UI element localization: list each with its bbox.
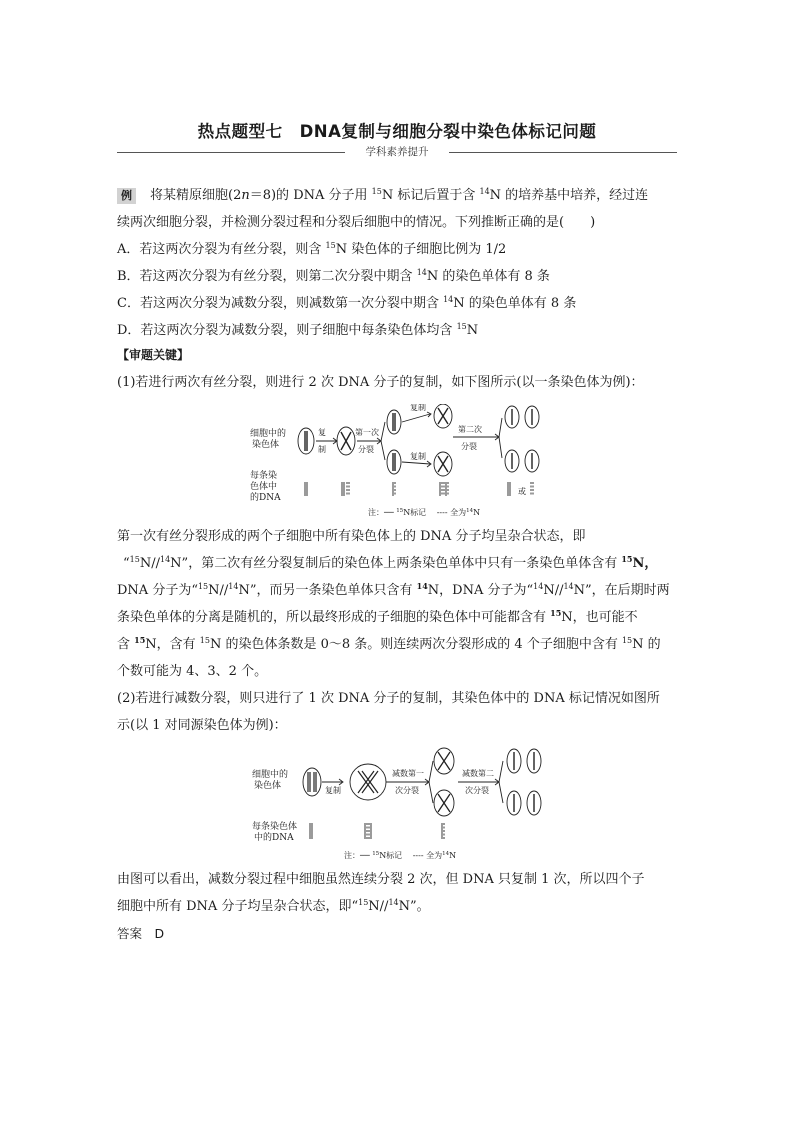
d1-arrow3b-label: 复制 [410,452,426,461]
d1-arrow4-label-2: 分裂 [461,442,477,451]
d1-row2-label-3: 的DNA [250,493,281,503]
d2-cell-1 [303,768,321,796]
option-d: D．若这两次分裂为减数分裂，则子细胞中每条染色体均含 $^{15}$N [117,322,479,338]
option-a: A．若这两次分裂为有丝分裂，则含 $^{15}$N 染色体的子细胞比例为 1/2 [117,241,507,257]
analysis-p4: 由图可以看出，减数分裂过程中细胞虽然连续分裂 2 次，但 DNA 只复制 1 次，所以四个子 细胞中所有 DNA 分子均呈杂合状态，即“$^{15}$N//$^{14}$N”。 答案 D [117,866,679,947]
analysis-p3-line-1: (2)若进行减数分裂，则只进行了 1 次 DNA 分子的复制，其染色体中的 DNA 标记情况如图所 [117,691,660,706]
d2-row1-label-1: 细胞中的 [252,770,289,780]
d1-arrow3a-label: 复制 [410,404,426,412]
d2-dna-1 [310,823,312,839]
d1-arrow-3a [402,414,430,422]
page-title: 热点题型七 DNA复制与细胞分裂中染色体标记问题 [197,122,597,141]
question-line-1: 例 将某精原细胞(2n＝8)的 DNA 分子用 $^{15}$N 标记后置于含 $^{14}$N 的培养基中培养，经过连 [117,182,679,209]
example-badge: 例 [117,188,136,204]
d1-cell-3a [387,410,401,434]
d1-arrow1-label-2: 制 [318,445,326,454]
subtitle: 学科素养提升 [365,146,429,158]
analysis-p2: 第一次有丝分裂形成的两个子细胞中所有染色体上的 DNA 分子均呈杂合状态，即 “$^{15}$N//$^{14}$N”，第二次有丝分裂复制后的染色体上两条染色单体中只有一条染色单体含有 $^{15}$N， DNA 分子为“$^{15}$N//$^{14}$N”，而另一条染色单体只含有 $^{14}$N，DNA 分子为“$^{14}$N//$^{14}$N”，在后期时两 条染色单体的分离是随机的，所以最终形成的子细胞的染色体中可能都含有 $^{15}$N，也可能不 含 $^{15}$N，含有 $^{15}$N 的染色体条数是 0～8 条。则连续两次分裂形成的 4 个子细胞中含有 $^{15}$N 的 个数可能为 4、3、2 个。 (2)若进行减数分裂，则只进行了 1 次 DNA 分子的复制，其染色体中的 DNA 标记情况如图所 示(以 1 对同源染色体为例)： [117,523,679,739]
question-line-2: 续两次细胞分裂，并检测分裂过程和分裂后细胞中的情况。下列推断正确的是( ) [117,215,596,230]
d1-row2-label-2: 色体中 [250,482,278,492]
d1-arrow2-label-2: 分裂 [358,445,374,454]
d1-dna-2-solid [342,482,344,496]
d1-cell-3b [387,450,401,474]
d2-row2-label-2: 中的DNA [254,833,294,843]
d2-arrow1-label: 复制 [325,786,341,795]
d1-row2-label-1: 每条染 [250,471,278,481]
option-b: B．若这两次分裂为有丝分裂，则第二次分裂中期含 $^{14}$N 的染色单体有 8 条 [117,268,550,284]
d1-chromosome-1 [305,431,307,451]
d2-cell-2 [350,764,386,800]
d1-arrow2-label-1: 第一次 [355,428,379,437]
analysis-heading: 【审题关键】 [117,348,190,362]
d2-arrow3-label-2: 次分裂 [465,786,489,795]
d2-arrow3-label-1: 减数第二 [462,769,494,778]
d1-arrow4-label-1: 第二次 [458,425,482,434]
d2-note: 注：── $^{15}$N标记 ---- 全为$^{14}$N [344,851,457,860]
meiosis-diagram [252,745,552,863]
d1-dna-2-dashed [347,482,349,496]
d1-arrow-3b [402,462,430,464]
divider-right [449,152,677,153]
analysis-p1: (1)若进行两次有丝分裂，则进行 2 次 DNA 分子的复制，如下图所示(以一条染色体为例)： [117,375,644,390]
d1-cell-1 [298,428,314,454]
analysis-p3-line-2: 示(以 1 对同源染色体为例)： [117,718,287,733]
answer: 答案 D [117,926,165,941]
d2-arrow2-label-2: 次分裂 [395,786,419,795]
subtitle-row [117,144,677,160]
d1-arrow1-label-1: 复 [318,428,326,437]
d1-row1-label-2: 染色体 [252,440,280,450]
option-c: C．若这两次分裂为减数分裂，则减数第一次分裂中期含 $^{14}$N 的染色单体有 8 条 [117,295,577,311]
d1-chromosome-2 [341,432,351,450]
d2-arrow2-label-1: 减数第一 [392,769,424,778]
mitosis-diagram [250,404,560,520]
d1-note: 注：── $^{15}$N标记 ---- 全为$^{14}$N [368,508,481,517]
d2-row2-label-1: 每条染色体 [252,822,298,832]
question-block [117,182,679,400]
d1-dna-1 [305,482,307,496]
d1-or: 或 [518,487,526,496]
d1-row1-label-1: 细胞中的 [250,429,287,439]
d2-row1-label-2: 染色体 [254,781,282,791]
